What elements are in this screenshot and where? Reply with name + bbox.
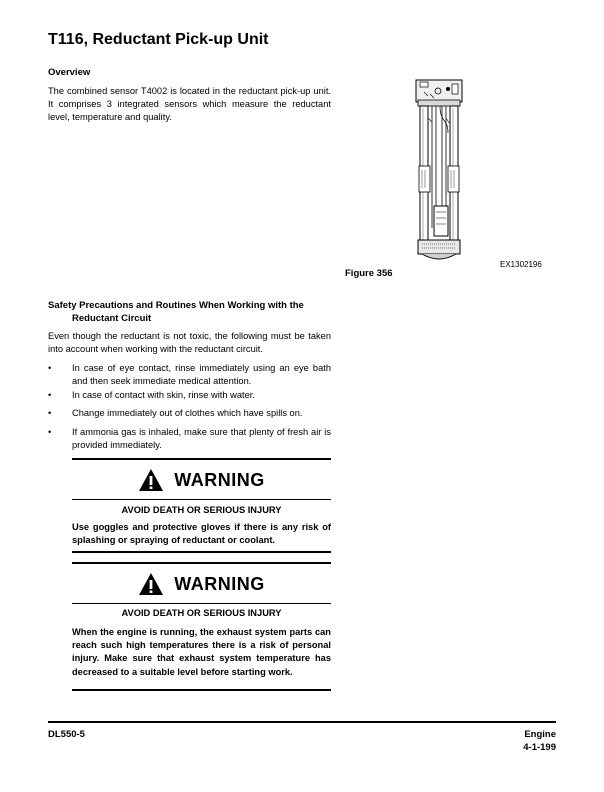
footer-model: DL550-5 — [48, 729, 85, 740]
warning-triangle-icon — [138, 572, 164, 596]
bullet-marker: • — [48, 408, 52, 418]
page-title: T116, Reductant Pick-up Unit — [48, 31, 269, 48]
list-item-text: Change immediately out of clothes which have spills on. — [72, 408, 303, 418]
figure-caption: Figure 356 — [345, 268, 393, 279]
warning-header — [72, 570, 331, 598]
bullet-marker: • — [48, 363, 52, 373]
list-item — [48, 426, 331, 454]
warning-mid-rule — [72, 603, 331, 604]
warning-bottom-rule — [72, 689, 331, 691]
reductant-pickup-unit-illustration — [404, 78, 474, 270]
list-item — [48, 407, 331, 422]
overview-text: The combined sensor T4002 is located in the reductant pick-up unit. It comprises 3 integrated sensors which measure the reductant level, temperature and quality. — [48, 86, 331, 123]
bullet-marker: • — [48, 427, 52, 437]
list-item — [48, 362, 331, 390]
footer-rule — [48, 721, 556, 723]
list-item-text: If ammonia gas is inhaled, make sure that plenty of fresh air is provided immediately. — [72, 427, 331, 451]
bullet-marker: • — [48, 390, 52, 400]
list-item-text: In case of contact with skin, rinse with water. — [72, 390, 255, 400]
warning-title: WARNING — [174, 469, 265, 490]
warning-subtitle: AVOID DEATH OR SERIOUS INJURY — [121, 608, 282, 618]
warning-text: When the engine is running, the exhaust system parts can reach such high temperatures there is a risk of personal injury. Make sure that exhaust system temperature has decreased to a suitable level before starting work. — [72, 627, 331, 677]
warning-text: Use goggles and protective gloves if there is any risk of splashing or spraying of reductant or coolant. — [72, 522, 331, 546]
list-item-text: In case of eye contact, rinse immediately using an eye bath and then seek immediate medical attention. — [72, 363, 331, 387]
list-item — [48, 389, 331, 404]
footer-page-number: 4-1-199 — [523, 742, 556, 753]
warning-triangle-icon — [138, 468, 164, 492]
warning-header — [72, 466, 331, 494]
warning-top-rule — [72, 562, 331, 564]
footer-section: Engine — [524, 729, 556, 740]
warning-mid-rule — [72, 499, 331, 500]
warning-top-rule — [72, 458, 331, 460]
warning-title: WARNING — [174, 573, 265, 594]
warning-bottom-rule — [72, 551, 331, 553]
overview-heading: Overview — [48, 67, 91, 78]
warning-subtitle: AVOID DEATH OR SERIOUS INJURY — [121, 505, 282, 515]
figure-code: EX1302196 — [500, 260, 542, 269]
safety-heading-line1: Safety Precautions and Routines When Working with the — [48, 300, 304, 311]
safety-intro: Even though the reductant is not toxic, the following must be taken into account when working with the reductant circuit. — [48, 331, 331, 355]
safety-heading-line2: Reductant Circuit — [72, 313, 152, 324]
